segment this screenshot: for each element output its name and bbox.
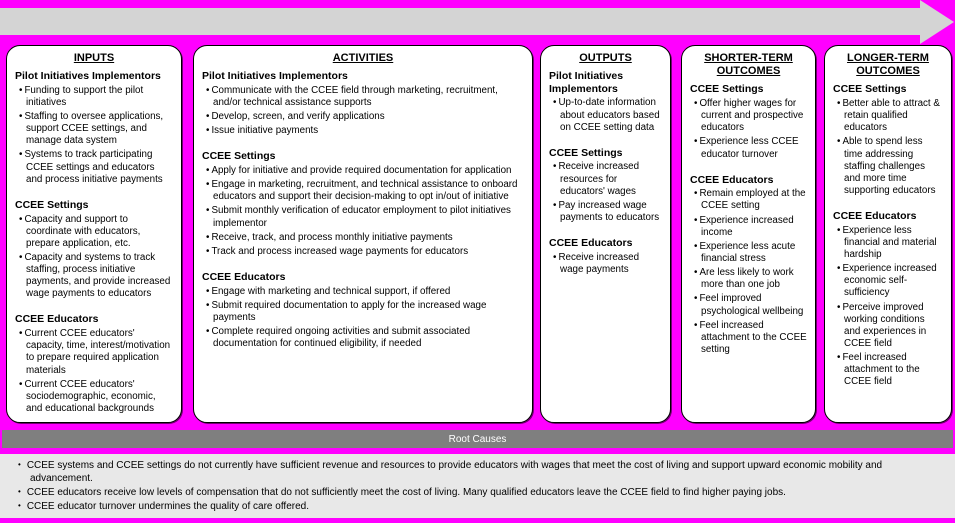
column-title: ACTIVITIES (332, 52, 394, 64)
bullet-item: • Track and process increased wage payments for educators (206, 245, 469, 257)
bullet-item: • Better able to attract & retain qualified educators (837, 97, 940, 134)
bullet-item: • Up-to-date information about educators based on CCEE setting data (553, 97, 660, 133)
bullet-item: • Perceive improved working conditions and experiences in CCEE field (837, 301, 927, 349)
bullet-icon: • (553, 161, 557, 173)
bullet-icon: • (694, 136, 698, 148)
column-title: OUTPUTS (579, 52, 632, 64)
bullet-item: • Experience less financial and material hardship (837, 224, 937, 260)
bullet-item: • Feel increased attachment to the CCEE field (837, 352, 920, 388)
bullet-icon: • (694, 267, 698, 279)
bullet-item: • Issue initiative payments (206, 125, 319, 137)
column-title: INPUTS (73, 52, 115, 64)
section-heading: CCEE Settings (15, 198, 89, 211)
bullet-item: • Complete required ongoing activities and submit associated documentation for continued eligibility, if needed (206, 325, 471, 350)
bullet-icon: • (206, 125, 210, 137)
bullet-item: • Receive increased wage payments (553, 251, 640, 275)
bullet-item: • Submit monthly verification of educator employment to pilot initiatives implementor (206, 205, 511, 229)
bullet-item: • Capacity and systems to track staffing, process initiative payments, and provide increased wage payments to educators (19, 251, 171, 300)
column-outputs (540, 45, 671, 423)
bullet-icon: • (837, 97, 841, 109)
bullet-item: • Funding to support the pilot initiatives (19, 84, 144, 108)
root-causes-bar (2, 430, 953, 448)
bullet-item: • Experience increased income (694, 214, 794, 238)
bullet-item: • Current CCEE educators' sociodemographic, economic, and educational backgrounds (19, 378, 156, 414)
bullet-icon: • (206, 325, 210, 337)
bullet-item: • Remain employed at the CCEE setting (694, 188, 806, 212)
bullet-item: • Able to spend less time addressing staffing challenges and more time supporting educators (837, 136, 936, 196)
column-inputs (6, 45, 182, 423)
bullet-icon: • (694, 319, 698, 331)
bullet-icon: • (694, 97, 698, 109)
bullet-icon: • (206, 84, 210, 96)
bullet-icon: • (837, 352, 841, 364)
section-heading: CCEE Educators (549, 237, 633, 250)
flow-arrow-head-icon (920, 0, 954, 44)
bullet-icon: • (19, 111, 23, 123)
root-cause-item: • CCEE educator turnover undermines the quality of care offered. (18, 501, 310, 512)
bullet-item: • Capacity and support to coordinate with educators, prepare application, etc. (19, 213, 141, 249)
bullet-icon: • (206, 245, 210, 257)
root-causes-label: Root Causes (448, 433, 507, 445)
bullet-item: • Receive, track, and process monthly initiative payments (206, 231, 453, 243)
bullet-icon: • (553, 251, 557, 263)
bullet-item: • Experience increased economic self-sufficiency (837, 263, 937, 299)
section-heading: CCEE Educators (15, 313, 99, 326)
bullet-icon: • (18, 460, 21, 469)
bullet-item: • Communicate with the CCEE field through marketing, recruitment, and/or technical assistance supports (206, 84, 498, 108)
bullet-icon: • (694, 214, 698, 226)
section-heading: Pilot Initiatives Implementors (549, 70, 624, 95)
bullet-icon: • (206, 299, 210, 311)
bullet-item: • Systems to track participating CCEE settings and educators and process initiative payments (19, 149, 163, 185)
bullet-icon: • (19, 213, 23, 225)
bullet-item: • Offer higher wages for current and prospective educators (694, 97, 804, 134)
bullet-item: • Receive increased resources for educators' wages (553, 161, 640, 197)
bullet-item: • Staffing to oversee applications, support CCEE settings, and manage data system (19, 111, 164, 147)
bullet-icon: • (19, 328, 23, 340)
bullet-icon: • (206, 111, 210, 123)
section-heading: CCEE Educators (833, 210, 917, 223)
root-cause-item: • CCEE systems and CCEE settings do not currently have sufficient revenue and resources to provide educators with wages that meet the cost of living and support upward economic mobility and advancement. (18, 460, 883, 484)
bullet-icon: • (19, 149, 23, 161)
section-heading: Pilot Initiatives Implementors (15, 70, 161, 83)
bullet-item: • Current CCEE educators' capacity, time, interest/motivation to prepare required application materials (19, 328, 171, 376)
root-causes-panel (0, 454, 955, 518)
section-heading: CCEE Settings (202, 150, 276, 163)
bullet-icon: • (553, 97, 557, 109)
bullet-icon: • (694, 293, 698, 305)
bullet-icon: • (837, 224, 841, 236)
bullet-icon: • (19, 251, 23, 263)
bullet-icon: • (206, 164, 210, 176)
bullet-icon: • (206, 231, 210, 243)
root-cause-item: • CCEE educators receive low levels of compensation that do not sufficiently meet the cost of living. Many qualified educators leave the CCEE field to find higher paying jobs. (18, 487, 786, 498)
bullet-icon: • (19, 378, 23, 390)
bullet-item: • Feel increased attachment to the CCEE setting (694, 319, 807, 355)
section-heading: CCEE Settings (833, 83, 907, 96)
bullet-icon: • (19, 84, 23, 96)
column-title: LONGER-TERM OUTCOMES (847, 52, 929, 78)
bullet-item: • Develop, screen, and verify applications (206, 111, 385, 123)
bullet-icon: • (18, 487, 21, 496)
bullet-item: • Engage in marketing, recruitment, and technical assistance to onboard educators and support their decision-making to opt in/out of initiative (206, 179, 518, 203)
bullet-icon: • (206, 179, 210, 191)
section-heading: CCEE Settings (549, 146, 623, 159)
bullet-icon: • (837, 136, 841, 148)
bullet-item: • Submit required documentation to apply for the increased wage payments (206, 299, 487, 323)
bullet-icon: • (837, 263, 841, 275)
bullet-item: • Pay increased wage payments to educators (553, 199, 660, 223)
bullet-item: • Apply for initiative and provide required documentation for application (206, 164, 512, 176)
bullet-icon: • (206, 205, 210, 217)
bullet-icon: • (694, 240, 698, 252)
bullet-item: • Are less likely to work more than one job (694, 267, 794, 291)
bullet-icon: • (837, 301, 841, 313)
bullet-icon: • (18, 501, 21, 510)
flow-arrow-shaft (0, 8, 920, 35)
bullet-item: • Feel improved psychological wellbeing (694, 293, 804, 317)
bullet-icon: • (553, 199, 557, 211)
column-longer_term (824, 45, 952, 423)
column-shorter_term (681, 45, 816, 423)
bullet-item: • Experience less CCEE educator turnover (694, 136, 799, 160)
section-heading: CCEE Educators (202, 270, 286, 283)
column-title: SHORTER-TERM OUTCOMES (704, 52, 793, 78)
bullet-icon: • (694, 188, 698, 200)
section-heading: Pilot Initiatives Implementors (202, 70, 348, 83)
column-activities (193, 45, 533, 423)
bullet-item: • Experience less acute financial stress (694, 240, 796, 264)
section-heading: CCEE Educators (690, 173, 774, 186)
bullet-item: • Engage with marketing and technical support, if offered (206, 285, 451, 297)
bullet-icon: • (206, 285, 210, 297)
section-heading: CCEE Settings (690, 83, 764, 96)
